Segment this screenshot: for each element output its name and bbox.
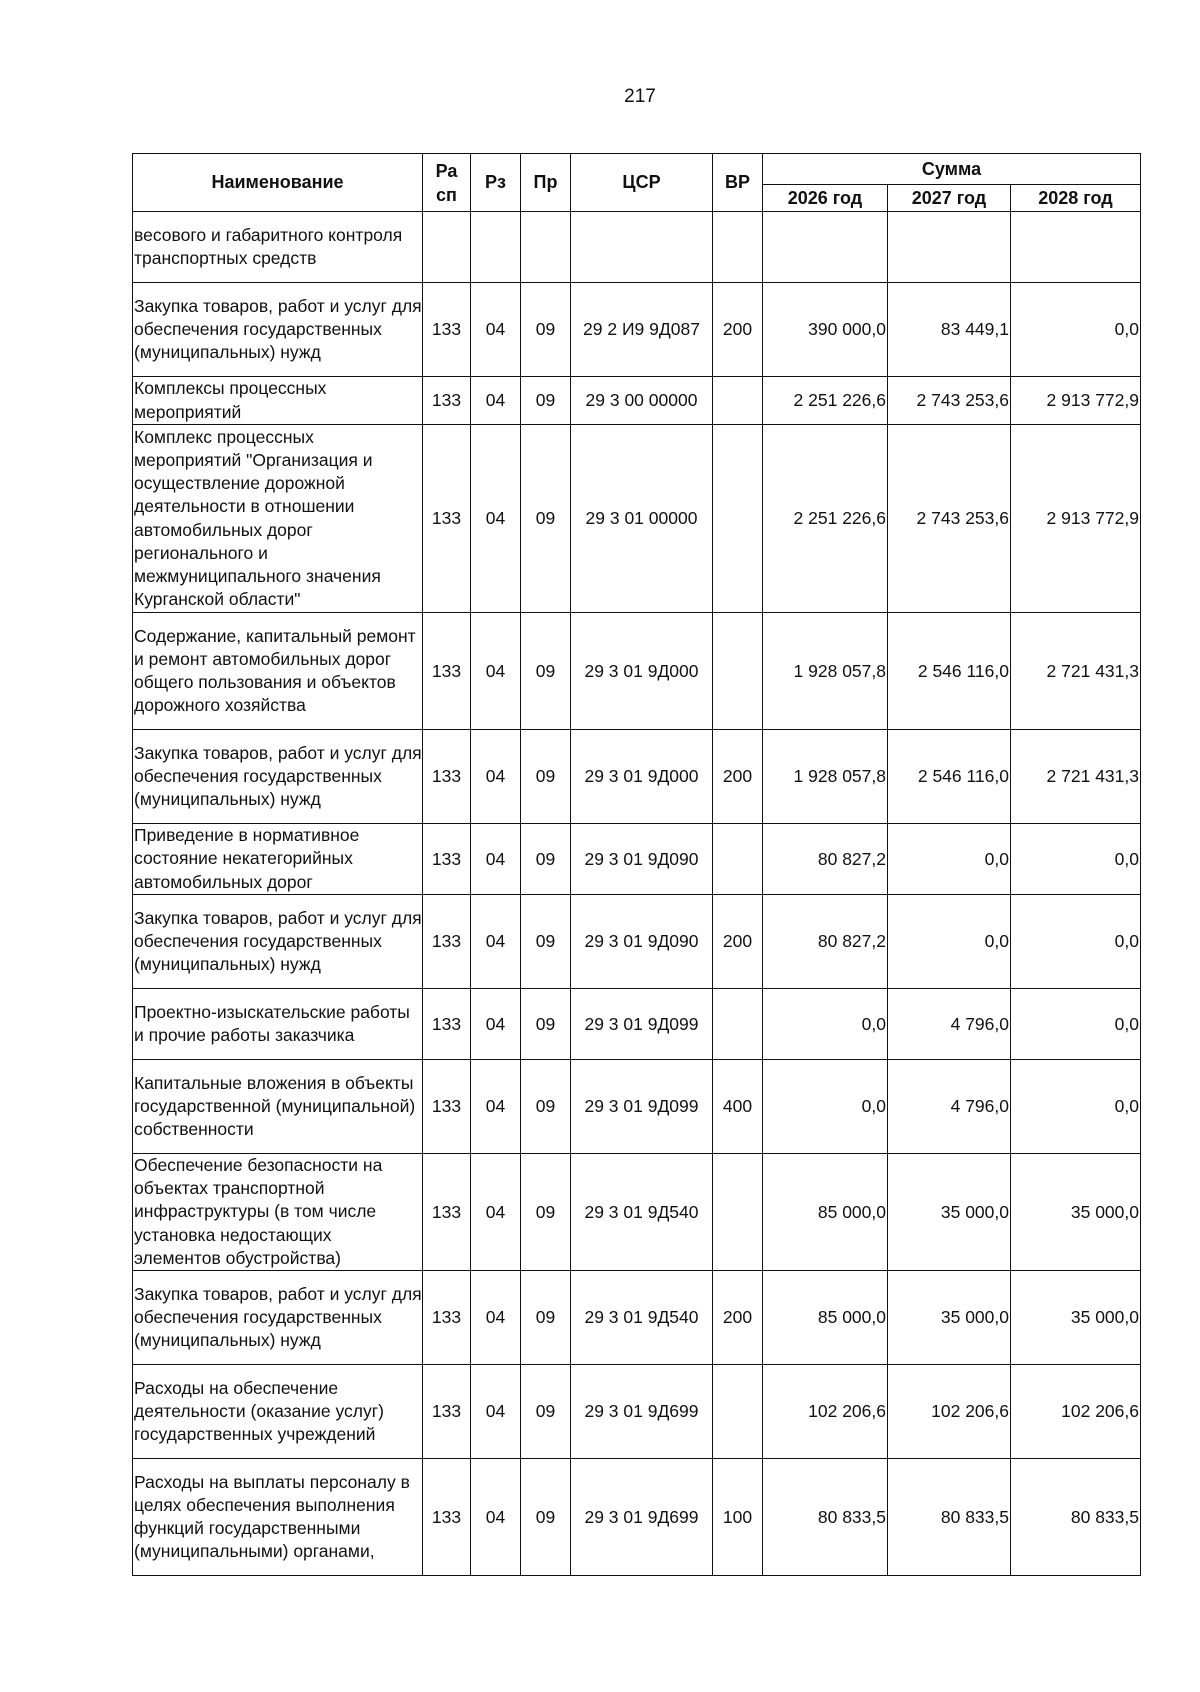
cell-2027: 80 833,5 — [888, 1459, 1011, 1576]
cell-vr: 200 — [713, 730, 763, 824]
cell-2028 — [1011, 212, 1141, 283]
cell-pr: 09 — [521, 989, 571, 1060]
cell-2026: 390 000,0 — [763, 283, 888, 377]
cell-csr: 29 3 01 9Д090 — [571, 895, 713, 989]
cell-pr: 09 — [521, 1060, 571, 1154]
table-row — [133, 1271, 1141, 1365]
cell-2028: 0,0 — [1011, 895, 1141, 989]
cell-csr: 29 3 01 9Д099 — [571, 1060, 713, 1154]
cell-rasp: 133 — [423, 1060, 471, 1154]
cell-2027: 102 206,6 — [888, 1365, 1011, 1459]
cell-vr — [713, 377, 763, 425]
table-row — [133, 1154, 1141, 1271]
cell-name: Содержание, капитальный ремонт и ремонт автомобильных дорог общего пользования и объектов дорожного хозяйства — [133, 613, 423, 730]
budget-table — [132, 153, 1141, 1576]
cell-rasp: 133 — [423, 613, 471, 730]
cell-2026: 85 000,0 — [763, 1271, 888, 1365]
cell-vr: 200 — [713, 895, 763, 989]
cell-vr: 200 — [713, 1271, 763, 1365]
cell-vr: 400 — [713, 1060, 763, 1154]
cell-rasp: 133 — [423, 730, 471, 824]
cell-vr — [713, 1154, 763, 1271]
cell-rasp: 133 — [423, 1365, 471, 1459]
cell-rasp: 133 — [423, 1154, 471, 1271]
cell-2028: 35 000,0 — [1011, 1271, 1141, 1365]
cell-vr — [713, 613, 763, 730]
cell-2028: 0,0 — [1011, 1060, 1141, 1154]
cell-rz: 04 — [471, 989, 521, 1060]
cell-pr: 09 — [521, 1459, 571, 1576]
cell-name: Закупка товаров, работ и услуг для обеспечения государственных (муниципальных) нужд — [133, 1271, 423, 1365]
cell-pr: 09 — [521, 425, 571, 613]
cell-2027: 0,0 — [888, 895, 1011, 989]
cell-csr: 29 3 01 9Д699 — [571, 1459, 713, 1576]
cell-vr: 100 — [713, 1459, 763, 1576]
cell-2026: 0,0 — [763, 1060, 888, 1154]
cell-name: Приведение в нормативное состояние некатегорийных автомобильных дорог — [133, 824, 423, 895]
header-sum: Сумма — [763, 154, 1141, 185]
cell-rz: 04 — [471, 895, 521, 989]
cell-csr — [571, 212, 713, 283]
cell-rasp: 133 — [423, 989, 471, 1060]
cell-2028: 80 833,5 — [1011, 1459, 1141, 1576]
cell-pr: 09 — [521, 824, 571, 895]
cell-2027: 35 000,0 — [888, 1271, 1011, 1365]
cell-2027: 4 796,0 — [888, 1060, 1011, 1154]
cell-2028: 2 721 431,3 — [1011, 613, 1141, 730]
cell-2026: 1 928 057,8 — [763, 613, 888, 730]
cell-rz: 04 — [471, 283, 521, 377]
table-row — [133, 989, 1141, 1060]
cell-csr: 29 3 01 00000 — [571, 425, 713, 613]
cell-name: Закупка товаров, работ и услуг для обеспечения государственных (муниципальных) нужд — [133, 895, 423, 989]
cell-2026: 102 206,6 — [763, 1365, 888, 1459]
cell-rz: 04 — [471, 730, 521, 824]
header-vr: ВР — [713, 154, 763, 212]
cell-rasp: 133 — [423, 1271, 471, 1365]
cell-csr: 29 2 И9 9Д087 — [571, 283, 713, 377]
cell-rz: 04 — [471, 613, 521, 730]
cell-rz: 04 — [471, 824, 521, 895]
cell-2028: 0,0 — [1011, 989, 1141, 1060]
cell-pr: 09 — [521, 613, 571, 730]
cell-2028: 0,0 — [1011, 824, 1141, 895]
cell-rz — [471, 212, 521, 283]
cell-2026: 85 000,0 — [763, 1154, 888, 1271]
header-year-2028: 2028 год — [1011, 185, 1141, 212]
cell-2027: 2 546 116,0 — [888, 730, 1011, 824]
table-row — [133, 824, 1141, 895]
table-body — [133, 212, 1141, 1576]
cell-2028: 2 721 431,3 — [1011, 730, 1141, 824]
cell-2026: 80 833,5 — [763, 1459, 888, 1576]
cell-2027 — [888, 212, 1011, 283]
cell-2027: 35 000,0 — [888, 1154, 1011, 1271]
cell-vr — [713, 989, 763, 1060]
cell-pr: 09 — [521, 1154, 571, 1271]
cell-rz: 04 — [471, 1060, 521, 1154]
table-row — [133, 730, 1141, 824]
cell-name: Проектно-изыскательские работы и прочие работы заказчика — [133, 989, 423, 1060]
cell-2027: 2 743 253,6 — [888, 425, 1011, 613]
cell-name: Закупка товаров, работ и услуг для обеспечения государственных (муниципальных) нужд — [133, 730, 423, 824]
table-row — [133, 283, 1141, 377]
cell-2028: 2 913 772,9 — [1011, 377, 1141, 425]
cell-name: Закупка товаров, работ и услуг для обеспечения государственных (муниципальных) нужд — [133, 283, 423, 377]
cell-csr: 29 3 01 9Д090 — [571, 824, 713, 895]
table-row — [133, 377, 1141, 425]
table-row — [133, 212, 1141, 283]
cell-2027: 0,0 — [888, 824, 1011, 895]
cell-2028: 35 000,0 — [1011, 1154, 1141, 1271]
cell-2027: 83 449,1 — [888, 283, 1011, 377]
table-row — [133, 1365, 1141, 1459]
cell-pr: 09 — [521, 1365, 571, 1459]
cell-name: весового и габаритного контроля транспортных средств — [133, 212, 423, 283]
header-year-2027: 2027 год — [888, 185, 1011, 212]
cell-name: Расходы на выплаты персоналу в целях обеспечения выполнения функций государственными (муниципальными) органами, — [133, 1459, 423, 1576]
cell-vr — [713, 212, 763, 283]
table-header — [133, 154, 1141, 212]
cell-2027: 2 743 253,6 — [888, 377, 1011, 425]
cell-2028: 102 206,6 — [1011, 1365, 1141, 1459]
cell-csr: 29 3 01 9Д699 — [571, 1365, 713, 1459]
cell-rz: 04 — [471, 1154, 521, 1271]
cell-rasp: 133 — [423, 283, 471, 377]
cell-2026: 0,0 — [763, 989, 888, 1060]
cell-pr — [521, 212, 571, 283]
cell-2027: 4 796,0 — [888, 989, 1011, 1060]
cell-name: Капитальные вложения в объекты государственной (муниципальной) собственности — [133, 1060, 423, 1154]
header-name: Наименование — [133, 154, 423, 212]
cell-csr: 29 3 01 9Д000 — [571, 730, 713, 824]
cell-2027: 2 546 116,0 — [888, 613, 1011, 730]
cell-2026: 80 827,2 — [763, 824, 888, 895]
header-pr: Пр — [521, 154, 571, 212]
cell-csr: 29 3 01 9Д540 — [571, 1154, 713, 1271]
cell-csr: 29 3 01 9Д540 — [571, 1271, 713, 1365]
header-year-2026: 2026 год — [763, 185, 888, 212]
page-number: 217 — [624, 86, 656, 107]
cell-rasp: 133 — [423, 425, 471, 613]
cell-rasp: 133 — [423, 895, 471, 989]
cell-name: Комплекс процессных мероприятий "Организация и осуществление дорожной деятельности в отношении автомобильных дорог регионального и межмуниципального значения Курганской области" — [133, 425, 423, 613]
header-rasp-line1: Ра — [435, 160, 458, 181]
table-row — [133, 613, 1141, 730]
cell-rz: 04 — [471, 1365, 521, 1459]
cell-pr: 09 — [521, 1271, 571, 1365]
cell-rasp — [423, 212, 471, 283]
cell-rz: 04 — [471, 425, 521, 613]
cell-pr: 09 — [521, 377, 571, 425]
cell-pr: 09 — [521, 730, 571, 824]
cell-vr — [713, 1365, 763, 1459]
table-row — [133, 425, 1141, 613]
cell-name: Расходы на обеспечение деятельности (оказание услуг) государственных учреждений — [133, 1365, 423, 1459]
cell-rasp: 133 — [423, 1459, 471, 1576]
cell-2026: 80 827,2 — [763, 895, 888, 989]
cell-2026: 1 928 057,8 — [763, 730, 888, 824]
header-rz: Рз — [471, 154, 521, 212]
cell-rasp: 133 — [423, 377, 471, 425]
table-row — [133, 1060, 1141, 1154]
cell-2026 — [763, 212, 888, 283]
cell-name: Обеспечение безопасности на объектах транспортной инфраструктуры (в том числе установка недостающих элементов обустройства) — [133, 1154, 423, 1271]
cell-vr: 200 — [713, 283, 763, 377]
cell-vr — [713, 425, 763, 613]
header-rasp-line2: сп — [436, 184, 457, 205]
table-row — [133, 1459, 1141, 1576]
cell-rasp: 133 — [423, 824, 471, 895]
cell-2026: 2 251 226,6 — [763, 377, 888, 425]
cell-name: Комплексы процессных мероприятий — [133, 377, 423, 425]
cell-rz: 04 — [471, 1271, 521, 1365]
cell-rz: 04 — [471, 377, 521, 425]
cell-2028: 2 913 772,9 — [1011, 425, 1141, 613]
header-rasp — [423, 154, 471, 212]
table-row — [133, 895, 1141, 989]
cell-csr: 29 3 01 9Д099 — [571, 989, 713, 1060]
cell-pr: 09 — [521, 283, 571, 377]
cell-2026: 2 251 226,6 — [763, 425, 888, 613]
header-csr: ЦСР — [571, 154, 713, 212]
cell-rz: 04 — [471, 1459, 521, 1576]
cell-vr — [713, 824, 763, 895]
cell-pr: 09 — [521, 895, 571, 989]
cell-csr: 29 3 00 00000 — [571, 377, 713, 425]
cell-2028: 0,0 — [1011, 283, 1141, 377]
cell-csr: 29 3 01 9Д000 — [571, 613, 713, 730]
